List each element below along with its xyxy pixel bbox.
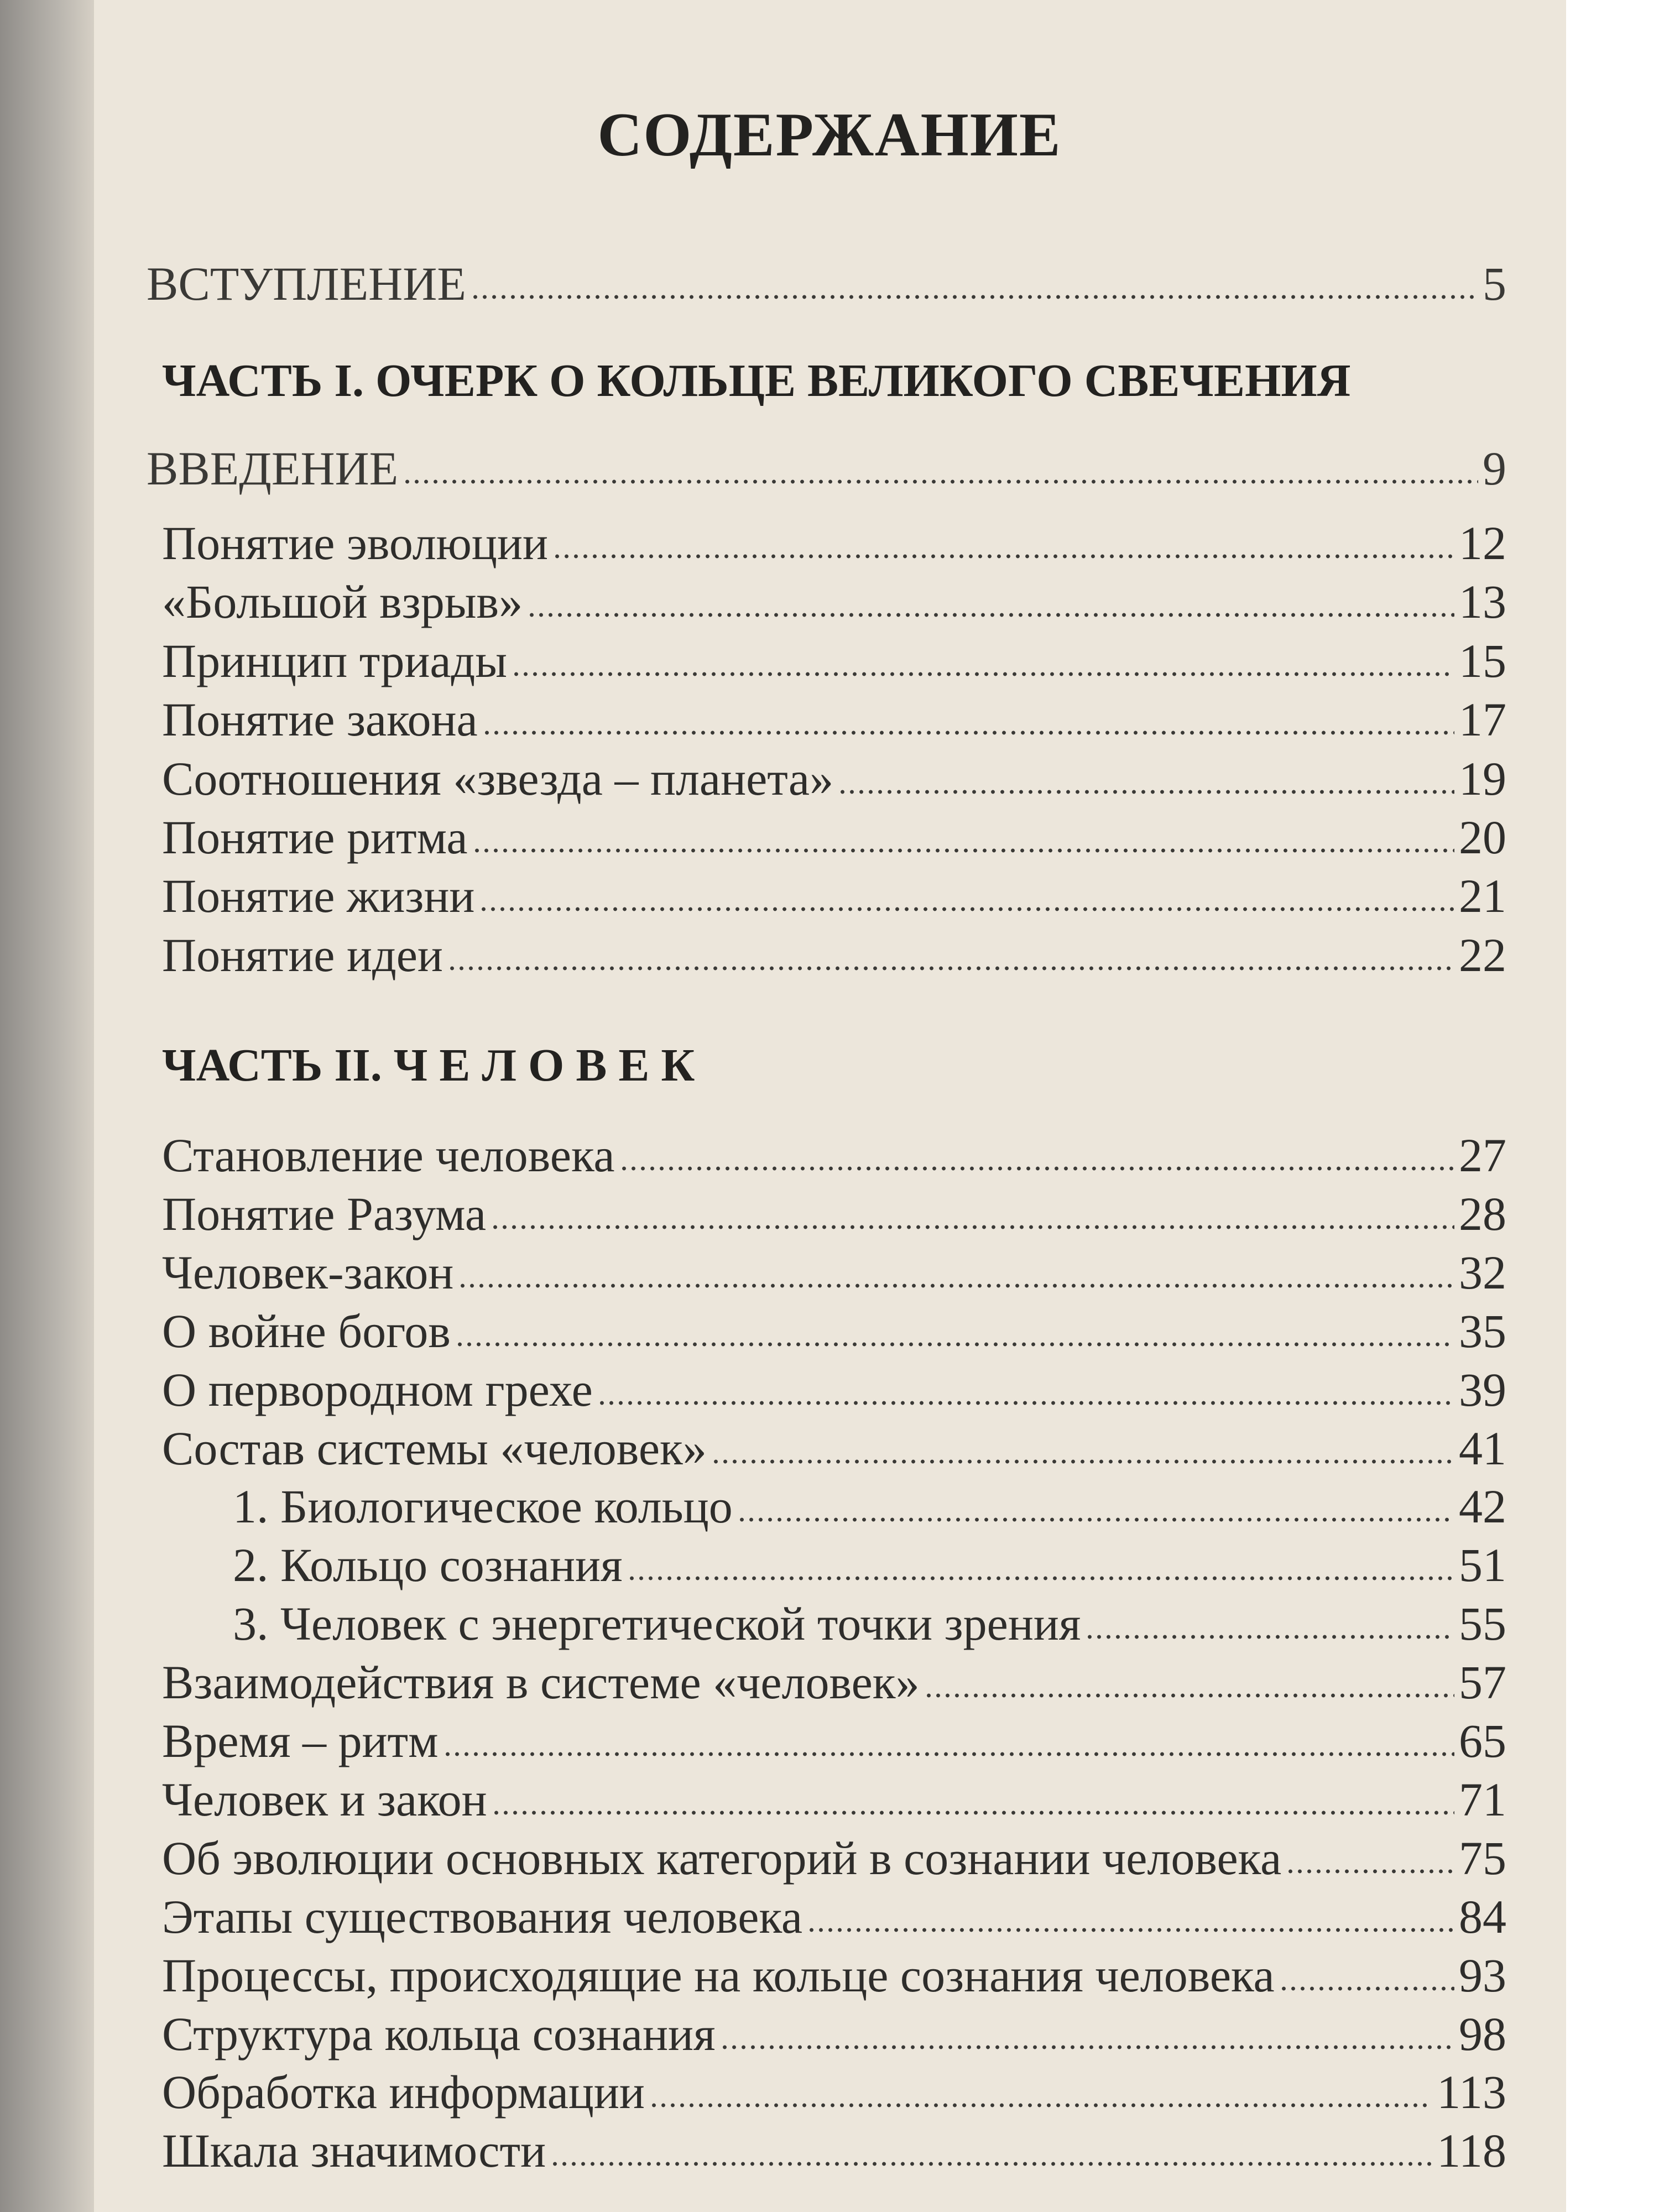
toc-entry-intro[interactable] [147,254,1506,313]
entry-page: 51 [1459,1538,1506,1592]
entry-page: 42 [1459,1480,1506,1533]
dot-leader [472,848,1454,853]
dot-leader [737,1517,1454,1522]
entry-page: 17 [1459,693,1506,747]
toc-entry-introduction[interactable] [147,439,1506,498]
toc-entry[interactable] [162,1185,1506,1243]
entry-page: 35 [1459,1304,1506,1358]
toc-entry[interactable] [162,572,1506,631]
entry-page: 12 [1459,517,1506,570]
dot-leader [458,1283,1454,1288]
toc-entry[interactable] [233,1477,1506,1536]
entry-label: Понятие идеи [162,928,443,982]
entry-label: Понятие жизни [162,869,475,923]
dot-leader [1279,1986,1454,1991]
entry-page: 9 [1483,442,1506,495]
entry-label: 2. Кольцо сознания [233,1538,623,1592]
dot-leader [443,1751,1454,1757]
toc-entry[interactable] [162,1770,1506,1829]
toc-entry[interactable] [162,808,1506,867]
toc-entry[interactable] [162,690,1506,749]
entry-label: Этапы существования человека [162,1890,803,1943]
dot-leader [492,1810,1454,1815]
page-title: СОДЕРЖАНИЕ [597,101,1062,169]
entry-label: Человек и закон [162,1772,487,1826]
entry-label: Обработка информации [162,2065,645,2119]
entry-label: Понятие эволюции [162,517,548,570]
toc-entry[interactable] [162,749,1506,808]
dot-leader [619,1166,1454,1171]
entry-label: Состав системы «человек» [162,1421,707,1475]
entry-label: Становление человека [162,1129,615,1182]
toc-entry[interactable] [162,632,1506,690]
entry-label: ВВЕДЕНИЕ [147,442,399,495]
entry-label: Процессы, происходящие на кольце сознания человека [162,1948,1275,2002]
toc-entry[interactable] [162,1946,1506,2005]
toc-entry[interactable] [162,2005,1506,2063]
entry-page: 19 [1459,752,1506,805]
dot-leader [838,789,1454,795]
entry-label: ВСТУПЛЕНИЕ [147,257,466,310]
dot-leader [527,612,1454,618]
toc-entry[interactable] [162,1712,1506,1770]
entry-page: 22 [1459,928,1506,982]
part-2-heading: ЧАСТЬ II. Ч Е Л О В Е К [162,1040,695,1091]
entry-label: Человек-закон [162,1245,454,1299]
entry-page: 32 [1459,1245,1506,1299]
part-1-heading: ЧАСТЬ I. ОЧЕРК О КОЛЬЦЕ ВЕЛИКОГО СВЕЧЕНИЯ [162,355,1351,406]
entry-page: 84 [1459,1890,1506,1943]
entry-label: 1. Биологическое кольцо [233,1480,733,1533]
toc-entry[interactable] [162,1887,1506,1946]
entry-page: 65 [1459,1714,1506,1767]
entry-page: 39 [1459,1363,1506,1416]
dot-leader [491,1224,1454,1230]
toc-entry[interactable] [233,1594,1506,1653]
dot-leader [711,1459,1454,1464]
entry-page: 15 [1459,634,1506,687]
entry-page: 113 [1437,2065,1506,2119]
dot-leader [471,294,1478,300]
toc-entry[interactable] [162,2121,1506,2180]
toc-entry[interactable] [162,1829,1506,1887]
dot-leader [552,554,1454,559]
entry-page: 21 [1459,869,1506,923]
toc-entry[interactable] [162,1419,1506,1478]
entry-page: 28 [1459,1187,1506,1240]
toc-entry[interactable] [162,1302,1506,1360]
entry-label: Структура кольца сознания [162,2007,716,2060]
entry-label: 3. Человек с энергетической точки зрения [233,1597,1081,1651]
dot-leader [597,1400,1454,1406]
dot-leader [649,2103,1432,2108]
dot-leader [720,2044,1454,2050]
dot-leader [482,730,1454,735]
entry-page: 41 [1459,1421,1506,1475]
entry-label: Время – ритм [162,1714,439,1767]
dot-leader [807,1927,1454,1933]
page-edge-shadow [0,0,97,2212]
entry-label: «Большой взрыв» [162,575,523,629]
entry-label: Понятие Разума [162,1187,487,1240]
toc-entry[interactable] [162,2063,1506,2121]
dot-leader [447,966,1454,971]
entry-page: 13 [1459,575,1506,629]
entry-page: 55 [1459,1597,1506,1651]
entry-page: 118 [1437,2124,1506,2178]
entry-page: 98 [1459,2007,1506,2060]
dot-leader [479,906,1454,912]
toc-entry[interactable] [162,867,1506,925]
entry-label: Взаимодействия в системе «человек» [162,1656,920,1709]
entry-label: Понятие ритма [162,811,468,864]
dot-leader [627,1575,1454,1581]
toc-entry[interactable] [162,514,1506,572]
entry-label: Понятие закона [162,693,478,747]
toc-entry[interactable] [162,1126,1506,1185]
dot-leader [1286,1869,1454,1874]
toc-entry[interactable] [162,1653,1506,1712]
dot-leader [512,671,1454,677]
entry-label: О первородном грехе [162,1363,593,1416]
dot-leader [924,1693,1454,1698]
dot-leader [455,1342,1454,1347]
toc-entry[interactable] [162,1243,1506,1302]
entry-page: 57 [1459,1656,1506,1709]
entry-label: Об эволюции основных категорий в сознании человека [162,1831,1282,1885]
toc-entry[interactable] [233,1536,1506,1594]
entry-page: 93 [1459,1948,1506,2002]
toc-entry[interactable] [162,926,1506,984]
entry-label: Шкала значимости [162,2124,546,2178]
entry-label: О войне богов [162,1304,451,1358]
entry-page: 20 [1459,811,1506,864]
dot-leader [550,2161,1432,2167]
entry-page: 5 [1483,257,1506,310]
entry-label: Принцип триады [162,634,508,687]
entry-page: 27 [1459,1129,1506,1182]
toc-entry[interactable] [162,1360,1506,1419]
entry-page: 71 [1459,1772,1506,1826]
entry-label: Соотношения «звезда – планета» [162,752,834,805]
entry-page: 75 [1459,1831,1506,1885]
dot-leader [403,479,1478,484]
dot-leader [1085,1634,1454,1640]
